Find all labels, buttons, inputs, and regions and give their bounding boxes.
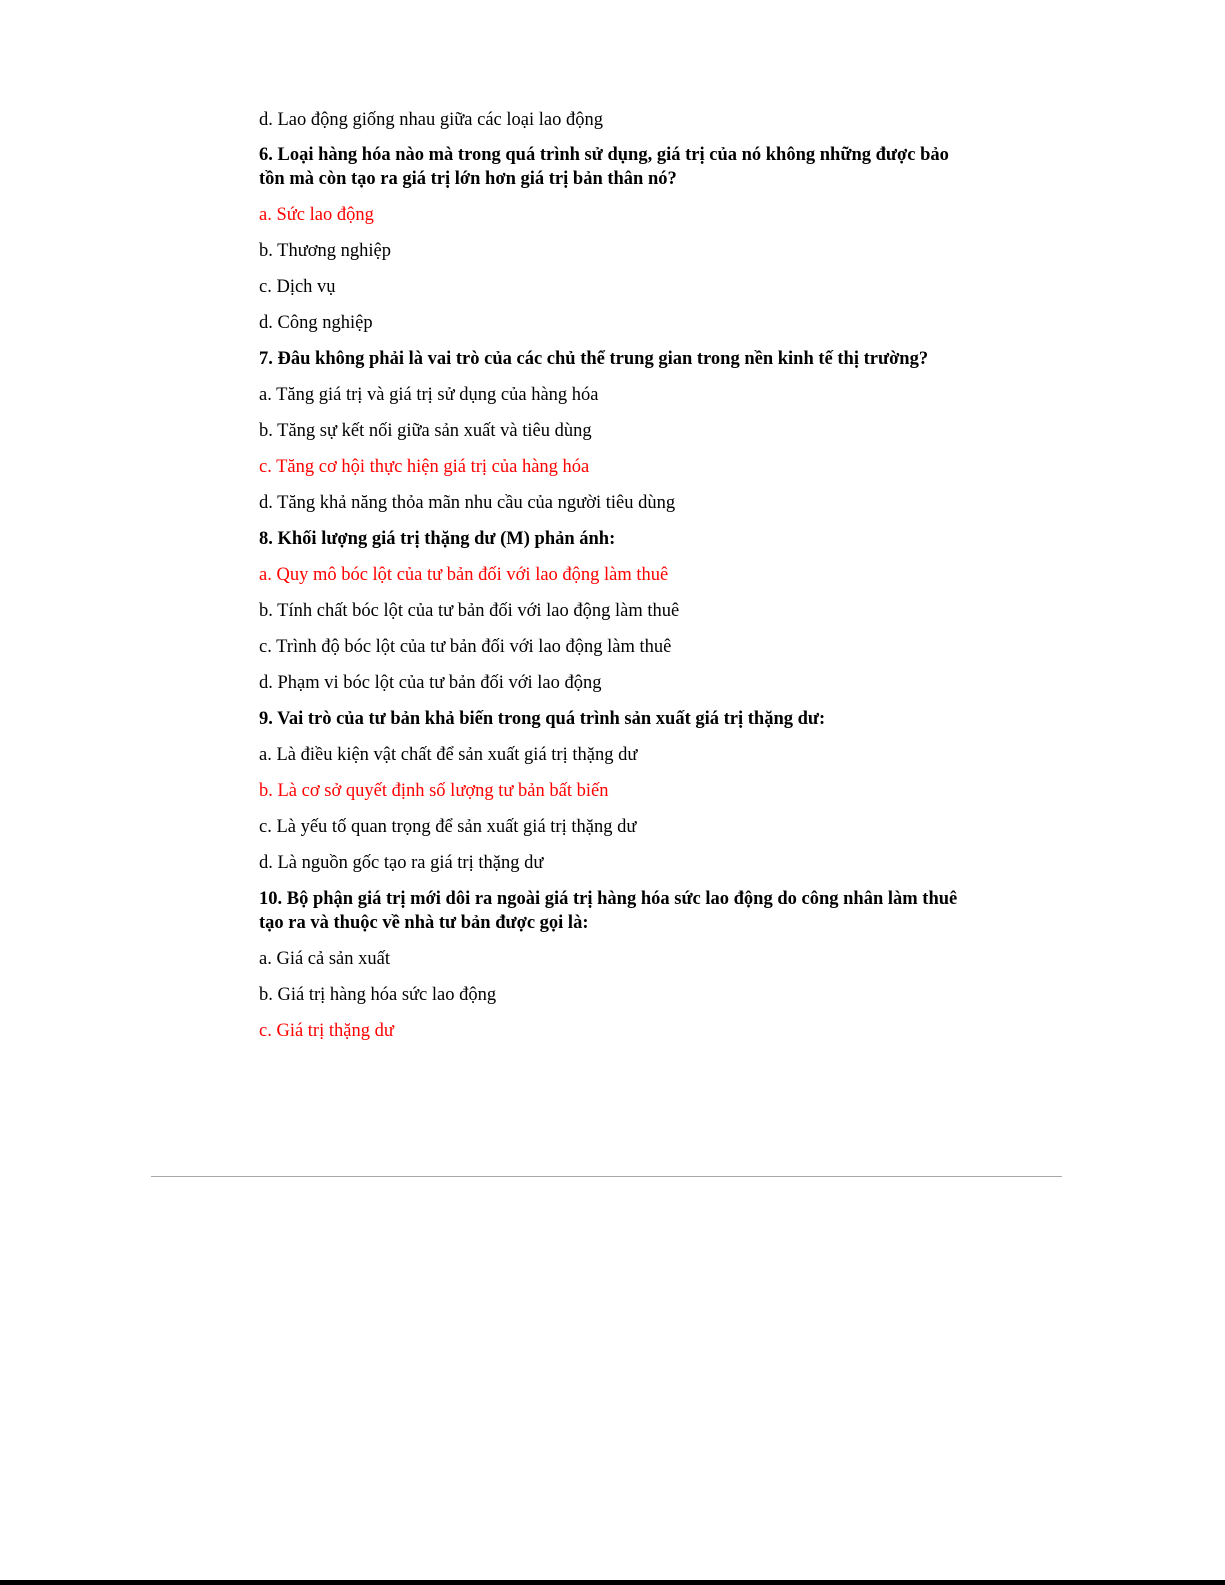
answer-option: a. Tăng giá trị và giá trị sử dụng của hàng hóa bbox=[259, 385, 599, 405]
answer-option: c. Trình độ bóc lột của tư bản đối với lao động làm thuê bbox=[259, 637, 672, 657]
question-8: 8. Khối lượng giá trị thặng dư (M) phản ánh: bbox=[259, 529, 616, 549]
answer-option: b. Tính chất bóc lột của tư bản đối với lao động làm thuê bbox=[259, 601, 680, 621]
question-9: 9. Vai trò của tư bản khả biến trong quá trình sản xuất giá trị thặng dư: bbox=[259, 709, 826, 729]
answer-option-correct: a. Sức lao động bbox=[259, 205, 374, 225]
answer-option: c. Là yếu tố quan trọng để sản xuất giá trị thặng dư bbox=[259, 817, 637, 837]
question-6: 6. Loại hàng hóa nào mà trong quá trình sử dụng, giá trị của nó không những được bảo tồn mà còn tạo ra giá trị lớn hơn giá trị bản thân nó? bbox=[259, 145, 949, 189]
answer-option: b. Thương nghiệp bbox=[259, 241, 392, 261]
answer-option: d. Phạm vi bóc lột của tư bản đối với lao động bbox=[259, 673, 602, 693]
answer-option: d. Là nguồn gốc tạo ra giá trị thặng dư bbox=[259, 853, 544, 873]
answer-option: d. Lao động giống nhau giữa các loại lao động bbox=[259, 110, 603, 130]
answer-option: c. Dịch vụ bbox=[259, 277, 336, 297]
answer-option-correct: c. Giá trị thặng dư bbox=[259, 1021, 394, 1041]
page-bottom-edge bbox=[0, 1580, 1225, 1585]
answer-option: b. Tăng sự kết nối giữa sản xuất và tiêu dùng bbox=[259, 421, 592, 441]
answer-option-correct: b. Là cơ sở quyết định số lượng tư bản bất biến bbox=[259, 781, 609, 801]
answer-option: a. Là điều kiện vật chất để sản xuất giá trị thặng dư bbox=[259, 745, 638, 765]
page-divider bbox=[151, 1176, 1062, 1177]
answer-option: d. Công nghiệp bbox=[259, 313, 373, 333]
question-7: 7. Đâu không phải là vai trò của các chủ thể trung gian trong nền kinh tế thị trường? bbox=[259, 349, 929, 369]
answer-option-correct: c. Tăng cơ hội thực hiện giá trị của hàng hóa bbox=[259, 457, 590, 477]
question-10: 10. Bộ phận giá trị mới dôi ra ngoài giá trị hàng hóa sức lao động do công nhân làm thuê tạo ra và thuộc về nhà tư bản được gọi là: bbox=[259, 889, 958, 933]
answer-option: b. Giá trị hàng hóa sức lao động bbox=[259, 985, 497, 1005]
answer-option-correct: a. Quy mô bóc lột của tư bản đối với lao động làm thuê bbox=[259, 565, 669, 585]
answer-option: a. Giá cả sản xuất bbox=[259, 949, 390, 969]
document-page bbox=[259, 108, 959, 1055]
answer-option: d. Tăng khả năng thỏa mãn nhu cầu của người tiêu dùng bbox=[259, 493, 676, 513]
